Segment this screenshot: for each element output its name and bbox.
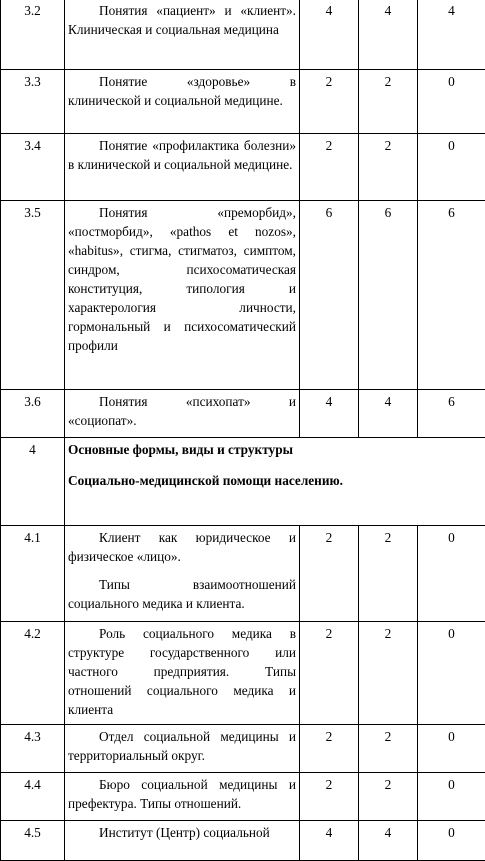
section-number: 4 <box>1 438 65 526</box>
section-title: Социально-медицинской помощи населению. <box>68 471 482 490</box>
table-row <box>1 526 485 622</box>
row-number: 4.4 <box>1 773 65 821</box>
topic-text: Понятие «здоровье» в клинической и социальной медицине. <box>68 72 296 110</box>
hours-cell: 0 <box>418 526 485 622</box>
row-number: 4.3 <box>1 725 65 773</box>
topic-text: Понятие «профилактика болезни» в клинической и социальной медицине. <box>68 136 296 174</box>
topic-cell <box>65 622 300 725</box>
row-number: 3.6 <box>1 390 65 438</box>
topic-text: Институт (Центр) социальной <box>68 823 296 842</box>
hours-cell: 2 <box>300 134 359 201</box>
topic-text: Отдел социальной медицины и территориальный округ. <box>68 727 296 765</box>
hours-cell: 4 <box>359 390 418 438</box>
section-row <box>1 438 485 526</box>
topic-cell <box>65 821 300 861</box>
hours-cell: 0 <box>418 773 485 821</box>
hours-cell: 0 <box>418 134 485 201</box>
hours-cell: 2 <box>359 526 418 622</box>
hours-cell: 2 <box>359 773 418 821</box>
hours-cell: 4 <box>300 821 359 861</box>
row-number: 4.1 <box>1 526 65 622</box>
topic-cell <box>65 134 300 201</box>
row-number: 3.3 <box>1 70 65 134</box>
topic-cell <box>65 390 300 438</box>
hours-cell: 4 <box>300 390 359 438</box>
hours-cell: 6 <box>418 201 485 390</box>
hours-cell: 0 <box>418 821 485 861</box>
table-row <box>1 622 485 725</box>
hours-cell: 2 <box>300 622 359 725</box>
topic-text: Понятия «преморбид», «постморбид», «pathos et nozos», «habitus», стигма, стигматоз, симптом, синдром, психосоматическая конституция, типология и характерология личности, гормональный и психосоматический профили <box>68 203 296 355</box>
hours-cell: 2 <box>300 725 359 773</box>
hours-cell: 2 <box>359 70 418 134</box>
table-row <box>1 201 485 390</box>
hours-cell: 2 <box>359 725 418 773</box>
topic-cell <box>65 526 300 622</box>
hours-cell: 2 <box>359 134 418 201</box>
row-number: 3.2 <box>1 0 65 70</box>
topic-text: Понятия «пациент» и «клиент». Клиническая и социальная медицина <box>68 1 296 39</box>
topic-cell <box>65 0 300 70</box>
hours-cell: 6 <box>300 201 359 390</box>
topic-cell <box>65 70 300 134</box>
hours-cell: 6 <box>418 390 485 438</box>
row-number: 4.5 <box>1 821 65 861</box>
section-title-cell <box>65 438 485 526</box>
topic-text: Роль социального медика в структуре государственного или частного предприятия. Типы отношений социального медика и клиента <box>68 624 296 719</box>
hours-cell: 0 <box>418 622 485 725</box>
hours-cell: 2 <box>300 526 359 622</box>
hours-cell: 4 <box>300 0 359 70</box>
table-row <box>1 70 485 134</box>
topic-cell <box>65 201 300 390</box>
hours-cell: 4 <box>359 0 418 70</box>
section-title: Основные формы, виды и структуры <box>68 440 482 459</box>
topic-text: Бюро социальной медицины и префектура. Типы отношений. <box>68 775 296 813</box>
hours-cell: 2 <box>300 773 359 821</box>
hours-cell: 0 <box>418 725 485 773</box>
table-row <box>1 821 485 861</box>
hours-cell: 0 <box>418 70 485 134</box>
table-row <box>1 725 485 773</box>
table-row <box>1 0 485 70</box>
hours-cell: 2 <box>300 70 359 134</box>
hours-cell: 4 <box>418 0 485 70</box>
topic-cell <box>65 725 300 773</box>
table-row <box>1 773 485 821</box>
row-number: 4.2 <box>1 622 65 725</box>
table-row <box>1 134 485 201</box>
hours-cell: 6 <box>359 201 418 390</box>
hours-cell: 2 <box>359 622 418 725</box>
topic-text: Понятия «психопат» и «социопат». <box>68 392 296 430</box>
topic-text: Клиент как юридическое и физическое «лицо». <box>68 528 296 566</box>
row-number: 3.4 <box>1 134 65 201</box>
table-row <box>1 390 485 438</box>
hours-cell: 4 <box>359 821 418 861</box>
topic-cell <box>65 773 300 821</box>
row-number: 3.5 <box>1 201 65 390</box>
topic-text: Типы взаимоотношений социального медика и клиента. <box>68 575 296 613</box>
